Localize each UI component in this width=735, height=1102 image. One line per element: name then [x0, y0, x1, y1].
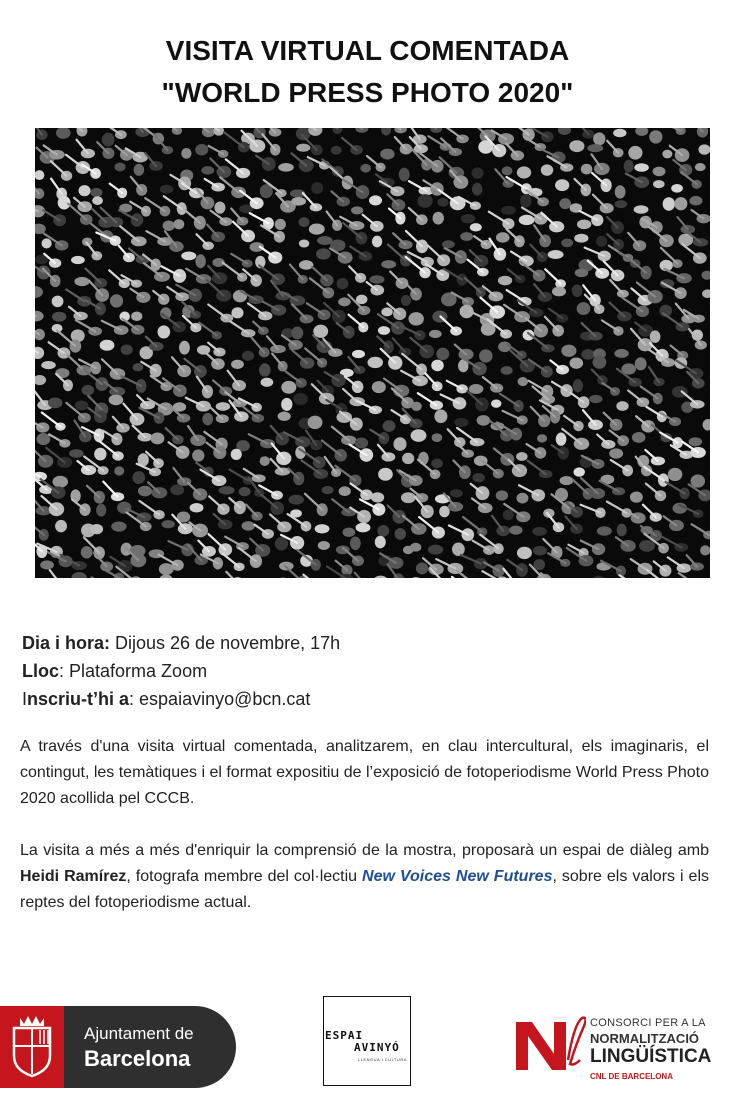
p2-part2: , fotografa membre del col·lectiu	[126, 868, 363, 885]
cnl-line1: CONSORCI PER A LA	[590, 1017, 706, 1029]
ajuntament-shield-icon	[0, 1006, 64, 1088]
cnl-n-icon	[514, 1014, 586, 1074]
ajuntament-line1: Ajuntament de	[84, 1024, 194, 1043]
page-title	[0, 30, 735, 114]
dialogue-paragraph	[20, 838, 709, 916]
cnl-line2: NORMALITZACIÓ	[590, 1031, 700, 1046]
ajuntament-barcelona-logo	[0, 1006, 236, 1088]
signup-label-initial: I	[22, 689, 28, 709]
cnl-barcelona-logo	[514, 1014, 714, 1090]
espai-avinyo-logo	[323, 996, 411, 1086]
event-details	[22, 629, 712, 713]
place-value: : Plataforma Zoom	[59, 661, 208, 681]
p2-part1: La visita a més a més d'enriquir la comprensió de la mostra, proposarà un espai de diàleg amb	[20, 842, 709, 859]
espai-line1: ESPAI	[325, 1029, 364, 1042]
description-paragraph: A través d'una visita virtual comentada, analitzarem, en clau intercultural, els imaginaris, el contingut, les temàtiques i el format expositiu de l’exposició de fotoperiodisme World Press Photo 2020 acollida pel CCCB.	[20, 738, 709, 807]
espai-line2: AVINYÓ	[354, 1041, 400, 1054]
signup-email[interactable]: : espaiavinyo@bcn.cat	[129, 689, 311, 709]
place-label: Lloc	[22, 661, 60, 681]
collective-name: New Voices New Futures	[362, 868, 553, 885]
crowd-photo	[35, 128, 710, 578]
cnl-line4: CNL DE BARCELONA	[590, 1072, 673, 1081]
title-line-1: VISITA VIRTUAL COMENTADA	[165, 35, 570, 66]
place-row	[22, 657, 712, 685]
date-value: Dijous 26 de novembre, 17h	[110, 633, 341, 653]
date-label: Dia i hora:	[22, 633, 111, 653]
cnl-line3: LINGÜÍSTICA	[590, 1046, 712, 1067]
title-line-2: "WORLD PRESS PHOTO 2020"	[161, 77, 574, 108]
espai-subtitle: LLENGUA I CULTURA	[358, 1057, 407, 1062]
signup-label: nscriu-t’hi a	[27, 689, 130, 709]
signup-row	[22, 685, 712, 713]
p2-part3: , sobre els valors i els reptes del fotoperiodisme actual.	[20, 868, 709, 911]
ajuntament-line2: Barcelona	[84, 1046, 191, 1071]
date-row	[22, 629, 712, 657]
speaker-name: Heidi Ramírez	[20, 868, 127, 885]
